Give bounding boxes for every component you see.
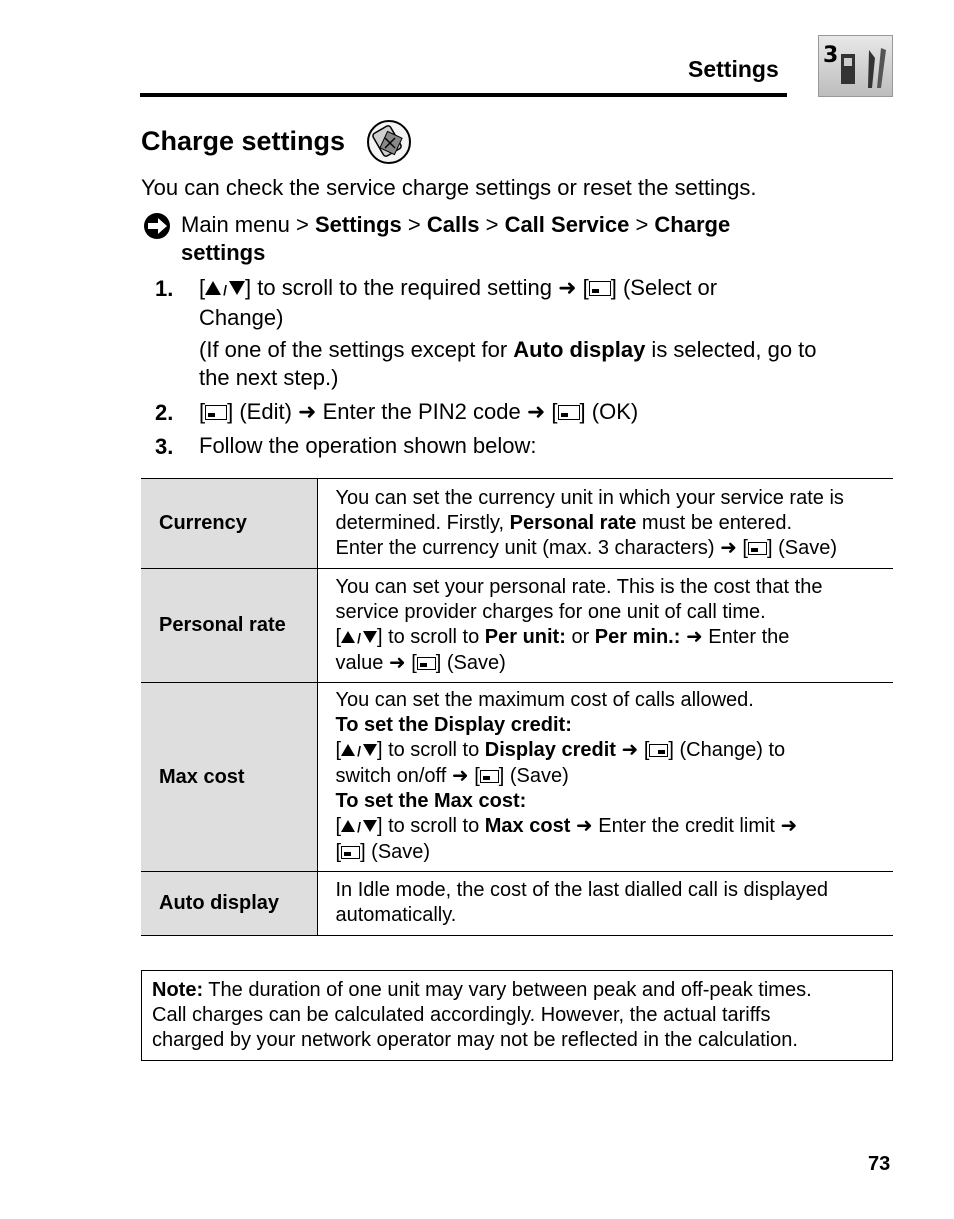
row-desc-personal-rate: You can set your personal rate. This is the cost that the service provider charges for one unit of call time. [ / ] to scroll to Per unit: or Per min.: ➜ Enter the value ➜ [ ] (Save) bbox=[317, 569, 893, 683]
down-arrow-icon bbox=[363, 631, 377, 643]
right-softkey-icon bbox=[649, 744, 668, 757]
note-label: Note: bbox=[152, 979, 204, 1001]
network-service-icon bbox=[365, 118, 413, 166]
left-softkey-icon bbox=[417, 657, 436, 670]
right-arrow-icon: ➜ bbox=[451, 765, 469, 787]
path-sep: > bbox=[407, 212, 421, 237]
settings-table bbox=[141, 478, 893, 936]
settings-tab-icon bbox=[818, 35, 893, 97]
row-desc-auto-display: In Idle mode, the cost of the last dialled call is displayed automatically. bbox=[317, 872, 893, 936]
right-arrow-icon: ➜ bbox=[720, 536, 737, 559]
path-sep: > bbox=[485, 212, 499, 237]
up-arrow-icon bbox=[341, 820, 355, 832]
step-number: 2. bbox=[155, 400, 174, 425]
table-row bbox=[141, 872, 893, 936]
svg-text:3: 3 bbox=[823, 43, 839, 68]
down-arrow-icon bbox=[229, 281, 245, 295]
section-title: Settings bbox=[688, 56, 779, 82]
left-softkey-icon bbox=[589, 281, 611, 296]
row-label-auto-display: Auto display bbox=[141, 872, 317, 936]
path-item-call-service: Call Service bbox=[504, 212, 630, 237]
page-number: 73 bbox=[868, 1153, 891, 1175]
step-1-note: (If one of the settings except for Auto display is selected, go to the next step.) bbox=[199, 337, 817, 390]
right-arrow-icon: ➜ bbox=[558, 275, 577, 300]
up-arrow-icon bbox=[341, 744, 355, 756]
row-label-personal-rate: Personal rate bbox=[141, 569, 317, 683]
down-arrow-icon bbox=[363, 744, 377, 756]
table-row bbox=[141, 479, 893, 569]
down-arrow-icon bbox=[363, 820, 377, 832]
right-arrow-icon: ➜ bbox=[298, 399, 317, 424]
page-title: Charge settings bbox=[141, 126, 346, 156]
step-3-text: Follow the operation shown below: bbox=[199, 433, 537, 458]
intro-text: You can check the service charge settings or reset the settings. bbox=[141, 175, 757, 200]
left-softkey-icon bbox=[205, 405, 227, 420]
right-arrow-icon: ➜ bbox=[685, 625, 703, 648]
left-softkey-icon bbox=[341, 846, 360, 859]
left-softkey-icon bbox=[480, 770, 499, 783]
path-arrow-icon bbox=[142, 211, 172, 241]
up-arrow-icon bbox=[205, 281, 221, 295]
step-number: 3. bbox=[155, 434, 174, 459]
path-sep: > bbox=[635, 212, 649, 237]
right-arrow-icon: ➜ bbox=[575, 815, 593, 837]
path-prefix: Main menu bbox=[181, 212, 290, 237]
step-2-text: [ ] (Edit) ➜ Enter the PIN2 code ➜ [ ] (OK) bbox=[199, 399, 639, 424]
step-number: 1. bbox=[155, 276, 174, 301]
path-sep: > bbox=[295, 212, 309, 237]
table-row bbox=[141, 683, 893, 872]
up-arrow-icon bbox=[341, 631, 355, 643]
table-row bbox=[141, 569, 893, 683]
right-arrow-icon: ➜ bbox=[621, 739, 639, 761]
row-desc-currency: You can set the currency unit in which your service rate is determined. Firstly, Personal rate must be entered. Enter the currency unit (max. 3 characters) ➜ [ ] (Save) bbox=[317, 479, 893, 569]
row-label-max-cost: Max cost bbox=[141, 683, 317, 872]
row-desc-max-cost: You can set the maximum cost of calls allowed. To set the Display credit: [ / ] to scroll to Display credit ➜ [ ] (Change) to switch on/off ➜ [ ] (Save) To set the Max cost: [ / ] to scroll to Max cost ➜ Enter the credit limit ➜ [ ] (Save) bbox=[317, 683, 893, 872]
right-arrow-icon: ➜ bbox=[780, 815, 798, 837]
path-item-settings-2: settings bbox=[181, 240, 266, 265]
left-softkey-icon bbox=[558, 405, 580, 420]
path-item-calls: Calls bbox=[426, 212, 480, 237]
right-arrow-icon: ➜ bbox=[388, 651, 406, 674]
left-softkey-icon bbox=[748, 542, 767, 555]
path-item-settings: Settings bbox=[314, 212, 402, 237]
step-1-text: [ / ] to scroll to the required setting ➜ [ ] (Select or Change) bbox=[199, 275, 718, 330]
path-item-charge: Charge bbox=[654, 212, 731, 237]
note-box: Note: The duration of one unit may vary between peak and off-peak times. Call charges can be calculated accordingly. However, the actual tariffs charged by your network operator may not be reflected in the calculation. bbox=[141, 970, 893, 1061]
row-label-currency: Currency bbox=[141, 479, 317, 569]
header-rule bbox=[140, 93, 787, 97]
right-arrow-icon: ➜ bbox=[526, 399, 546, 424]
menu-path bbox=[181, 211, 881, 267]
